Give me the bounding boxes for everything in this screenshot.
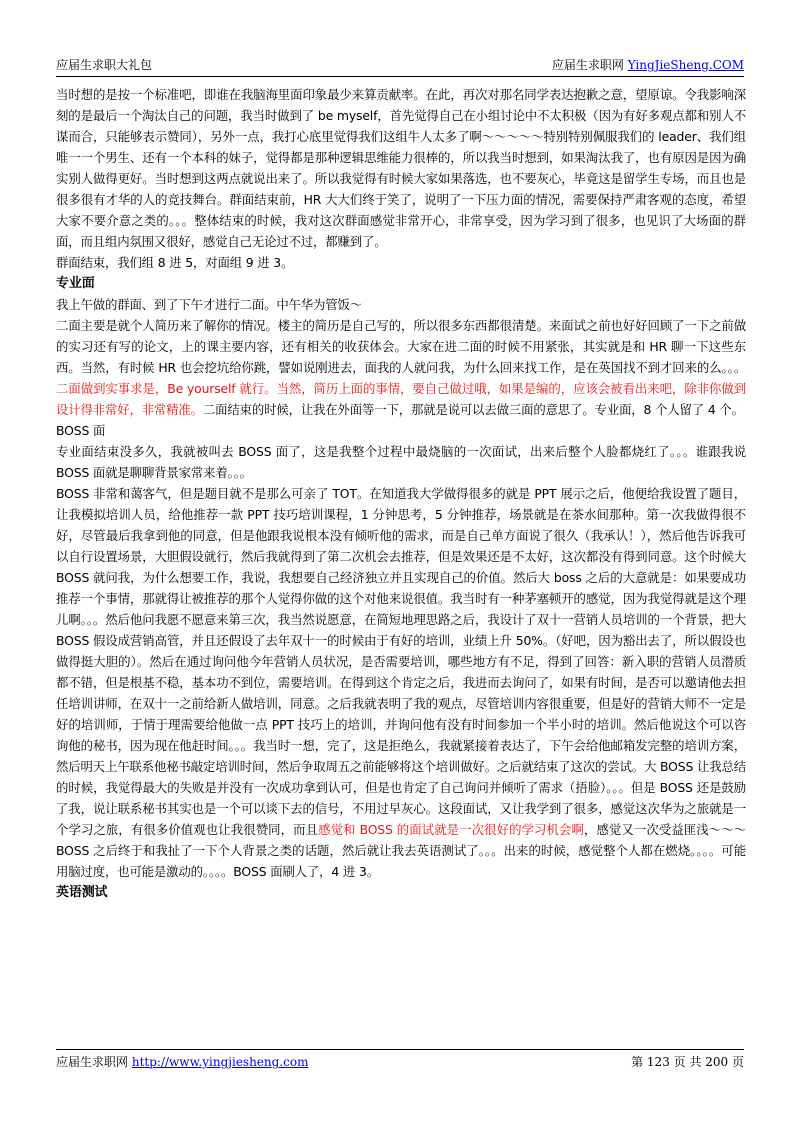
paragraph-afternoon: 我上午做的群面、到了下午才进行二面。中午华为管饭～: [56, 297, 363, 312]
footer-site-name: 应届生求职网: [56, 1055, 129, 1069]
footer-divider: [56, 1049, 744, 1050]
boss-detail-text-b: ，感觉又一次受益匪浅～～～BOSS 之后终于和我扯了一下个人背景之类的话题，然后就让我去英语测试了。。。出来的时候，感觉整个人都在燃烧。。。。可能用脑过度，也可能是激动的。。。。BOSS 面刷人了，4 进 3。: [56, 822, 746, 879]
section-heading-major: 专业面: [56, 276, 95, 291]
boss-detail-text-a: BOSS 非常和蔼客气，但是题目就不是那么可亲了 TOT。在知道我大学做得很多的就是 PPT 展示之后，他便给我设置了题目，让我模拟培训人员，给他推荐一款 PPT 技巧培训课程，1 分钟思考，5 分钟推荐，场景就是在茶水间那种。第一次我做得很不好，尽管最后我拿到他的同意，但是他跟我说根本没有倾听他的需求，而是自己单方面说了很久（我承认！），然后他告诉我可以自行设置场景，大胆假设就行，然后我就得到了第二次机会去推荐，但是效果还是不太好，这次都没有得到同意。这个时候大 BOSS 就问我，为什么想要工作，我说，我想要自己经济独立并且实现自己的价值。然后大 boss 之后的大意就是：如果要成功推荐一个事情，那就得让被推荐的那个人觉得你做的这个对他来说很值。我当时有一种茅塞顿开的感觉，因为我觉得就是这个理儿啊。。。然后他问我愿不愿意来第三次，我当然说愿意，在简短地理思路之后，我设计了双十一营销人员培训的一个背景，把大 BOSS 假设成营销高管，并且还假设了去年双十一的时候由于有好的培训，业绩上升 50%。（好吧，因为豁出去了，所以假设也做得挺大胆的）。然后在通过询问他今年营销人员状况，是否需要培训，哪些地方有不足，得到了回答：新入职的营销人员潜质都不错，但是根基不稳，基本功不到位，需要培训。在得到这个肯定之后，我进而去询问了，如果有时间，是否可以邀请他去担任培训讲师，在双十一之前给新人做培训，同意。之后我就表明了我的观点，尽管培训内容很重要，但是好的营销大师不一定是好的培训师，于情于理需要给他做一点 PPT 技巧上的培训，并询问他有没有时间参加一个半小时的培训。然后他说这个可以咨询他的秘书，因为现在他赶时间。。。我当时一想，完了，这是拒绝么，我就紧接着表达了，下午会给他邮箱发完整的培训方案，然后明天上午联系他秘书敲定培训时间，然后争取周五之前能够将这个培训做好。之后就结束了这次的尝试。大 BOSS 让我总结的时候，我觉得最大的失败是并没有一次成功拿到认可，但是也肯定了自己询问并倾听了需求（捂脸）。。。但是 BOSS 还是鼓励了我，说让联系秘书其实也是一个可以谈下去的信号，不用过早灰心。这段面试，又让我学到了很多，感觉这次华为之旅就是一个学习之旅，有很多价值观也让我很赞同，而且: [56, 486, 746, 837]
second-interview-text-b: 二面结束的时候，让我在外面等一下，那就是说可以去做三面的意思了。专业面，8 个人留了 4 个。: [202, 402, 744, 417]
paragraph-boss-intro: 专业面结束没多久，我就被叫去 BOSS 面了，这是我整个过程中最烧脑的一次面试，出来后整个人脸都烧红了。。。谁跟我说 BOSS 面就是聊聊背景家常来着。。。: [56, 444, 746, 480]
page-header: [56, 56, 744, 74]
boss-detail-highlight: 感觉和 BOSS 的面试就是一次很好的学习机会啊: [318, 822, 584, 837]
header-site-link[interactable]: YingJieSheng.COM: [627, 58, 744, 72]
second-interview-text-a: 二面主要是就个人简历来了解你的情况。楼主的简历是自己写的，所以很多东西都很清楚。来面试之前也好好回顾了一下之前做的实习还有写的论文，上的课主要内容，还有相关的收获体会。大家在进二面的时候不用紧张，其实就是和 HR 聊一下这些东西。当然，有时候 HR 也会挖坑给你跳，譬如说刚进去，面我的人就问我，为什么回来找工作，是在英国找不到才回来的么。。。: [56, 318, 746, 375]
header-site-name: 应届生求职网: [551, 58, 624, 72]
header-divider: [56, 76, 744, 77]
paragraph-boss-detail: [56, 483, 746, 882]
paragraph-second-interview: [56, 315, 746, 420]
paragraph-group-interview-reflection: 当时想的是按一个标准吧，即谁在我脑海里面印象最少来算贡献率。在此，再次对那名同学表达抱歉之意，望原谅。令我影响深刻的是最后一个淘汰自己的问题，我当时做到了 be myself，首先觉得自己在小组讨论中不太积极（因为有好多观点都和别人不谋而合，只能够表示赞同），另外一点，我打心底里觉得我们这组牛人太多了啊～～～～～特别特别佩服我们的 leader、我们组唯一一个男生、还有一个本科的妹子，觉得都是那种逻辑思维能力很棒的，所以我当时想到，如果淘汰我了，也有原因是因为确实别人做得更好。当时想到这两点就说出来了。所以我觉得有时候大家如果落选，也不要灰心，毕竟这是留学生专场，而且也是很多很有才华的人的竞技舞台。群面结束前，HR 大大们终于笑了，说明了一下压力面的情况，需要保持严肃客观的态度，希望大家不要介意之类的。。。整体结束的时候，我对这次群面感觉非常开心，非常享受，因为学习到了很多，也见识了大场面的群面，而且组内氛围又很好，感觉自己无论过不过，都赚到了。: [56, 87, 746, 249]
header-title: 应届生求职大礼包: [56, 58, 153, 72]
page-number: 第 123 页 共 200 页: [631, 1055, 744, 1069]
page-footer: [56, 1053, 744, 1071]
section-heading-english: 英语测试: [56, 885, 108, 900]
footer-site: [56, 1053, 308, 1071]
paragraph-group-result: 群面结束，我们组 8 进 5，对面组 9 进 3。: [56, 255, 294, 270]
footer-url-link[interactable]: http://www.yingjiesheng.com: [131, 1055, 309, 1069]
second-interview-highlight: 二面做到实事求是，Be yourself 就行。当然，简历上面的事情，要自己做过哦，如果是编的，应该会被看出来吧，除非你做到设计得非常好，非常精准。: [56, 381, 746, 417]
section-heading-boss: BOSS 面: [56, 423, 106, 438]
header-site: [552, 56, 744, 74]
article-body: [56, 84, 746, 903]
